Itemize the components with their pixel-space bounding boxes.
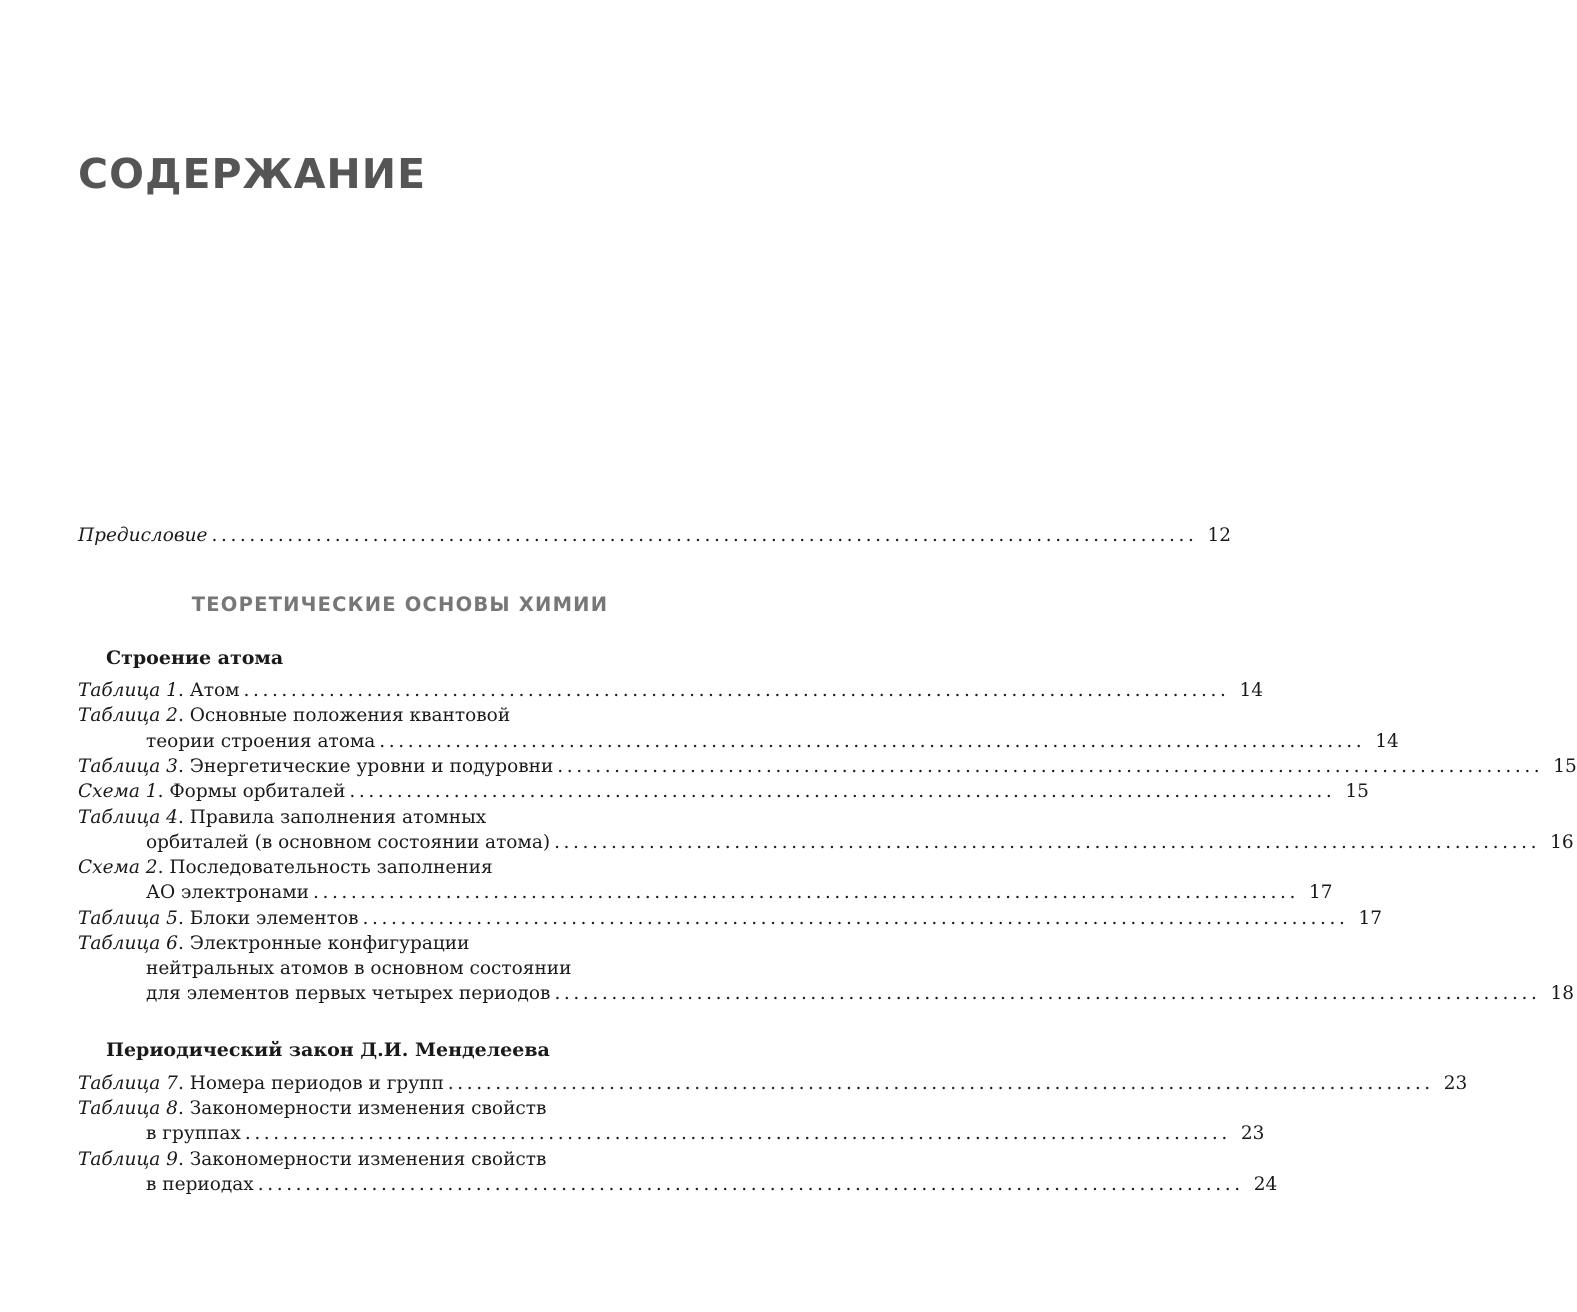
page-number: 24 xyxy=(1253,1174,1278,1195)
dot-leader: ........................................................................................................ xyxy=(554,983,1541,1004)
entry-label: Таблица 9 xyxy=(78,1149,178,1170)
entry-title: Атом xyxy=(189,680,240,701)
toc-entry-table-5[interactable]: Таблица 5. Блоки элементов ........................................................................................................ 17 xyxy=(78,908,1383,929)
toc-entry-table-9[interactable]: Таблица 9. Закономерности изменения свойств xyxy=(78,1149,547,1170)
page-number: 18 xyxy=(1550,983,1574,1004)
page-number: 23 xyxy=(1240,1123,1265,1144)
toc-entry-table-6[interactable]: Таблица 6. Электронные конфигурации xyxy=(78,933,470,954)
entry-title: Номера периодов и групп xyxy=(189,1073,444,1094)
page-number: 16 xyxy=(1550,832,1574,853)
entry-title-continuation: орбиталей (в основном состоянии атома) xyxy=(146,832,551,853)
dot-leader: ........................................................................................................ xyxy=(557,756,1544,777)
entry-title: Основные положения квантовой xyxy=(189,705,511,726)
entry-title: Закономерности изменения свойств xyxy=(189,1149,547,1170)
entry-label: Предисловие xyxy=(78,525,208,546)
entry-title: Правила заполнения атомных xyxy=(189,807,487,828)
entry-label: Таблица 3 xyxy=(78,756,178,777)
entry-title: Электронные конфигурации xyxy=(189,933,470,954)
dot-leader: ........................................................................................................ xyxy=(349,781,1336,802)
entry-title-continuation: теории строения атома xyxy=(146,731,376,752)
entry-title-continuation: нейтральных атомов в основном состоянии xyxy=(146,958,572,979)
page-number: 15 xyxy=(1345,781,1369,802)
entry-label: Схема 1 xyxy=(78,781,158,802)
entry-title-continuation: в группах xyxy=(146,1123,241,1144)
entry-label: Таблица 4 xyxy=(78,807,178,828)
entry-title-continuation: для элементов первых четырех периодов xyxy=(146,983,551,1004)
toc-entry-table-9-cont[interactable] xyxy=(146,1173,1278,1197)
toc-entry-table-2-cont[interactable] xyxy=(146,730,1399,754)
dot-leader: ........................................................................................................ xyxy=(243,680,1230,701)
page-title: СОДЕРЖАНИЕ xyxy=(78,150,427,198)
page-number: 14 xyxy=(1375,731,1399,752)
dot-leader: ........................................................................................................ xyxy=(312,882,1299,903)
toc-entry-table-7[interactable]: Таблица 7. Номера периодов и групп ........................................................................................................ 23 xyxy=(78,1073,1468,1094)
dot-leader: ........................................................................................................ xyxy=(362,908,1349,929)
entry-title: Формы орбиталей xyxy=(169,781,346,802)
subsection-title-periodic-law: Периодический закон Д.И. Менделеева xyxy=(106,1039,550,1061)
page-number: 12 xyxy=(1207,525,1232,546)
entry-title: Закономерности изменения свойств xyxy=(189,1098,547,1119)
dot-leader: ........................................................................................................ xyxy=(244,1123,1231,1144)
toc-entry-table-6-cont2[interactable] xyxy=(146,982,1574,1006)
entry-label: Схема 2 xyxy=(78,857,158,878)
toc-entry-scheme-2[interactable]: Схема 2. Последовательность заполнения xyxy=(78,857,493,878)
toc-entry-table-2[interactable]: Таблица 2. Основные положения квантовой xyxy=(78,705,511,726)
section-title: ТЕОРЕТИЧЕСКИЕ ОСНОВЫ ХИМИИ xyxy=(191,593,609,616)
entry-title: Энергетические уровни и подуровни xyxy=(189,756,554,777)
dot-leader: ........................................................................................................ xyxy=(257,1174,1244,1195)
entry-title-continuation: АО электронами xyxy=(146,882,309,903)
entry-label: Таблица 7 xyxy=(78,1073,178,1094)
toc-entry-table-1[interactable]: Таблица 1. Атом ........................................................................................................ 14 xyxy=(78,680,1264,701)
entry-label: Таблица 8 xyxy=(78,1098,178,1119)
entry-label: Таблица 5 xyxy=(78,908,178,929)
entry-title: Блоки элементов xyxy=(189,908,359,929)
toc-entry-table-3[interactable]: Таблица 3. Энергетические уровни и подуровни ........................................................................................................ 15 xyxy=(78,756,1577,777)
entry-title-continuation: в периодах xyxy=(146,1174,254,1195)
toc-entry-table-6-cont[interactable] xyxy=(146,957,718,981)
toc-entry-table-4-cont[interactable] xyxy=(146,831,1574,855)
page-number: 23 xyxy=(1443,1073,1468,1094)
page-number: 14 xyxy=(1239,680,1264,701)
entry-label: Таблица 1 xyxy=(78,680,178,701)
page-number: 15 xyxy=(1553,756,1577,777)
entry-label: Таблица 2 xyxy=(78,705,178,726)
toc-entry-table-4[interactable]: Таблица 4. Правила заполнения атомных xyxy=(78,807,487,828)
toc-entry-scheme-2-cont[interactable] xyxy=(146,881,1333,905)
toc-entry-table-8[interactable]: Таблица 8. Закономерности изменения свойств xyxy=(78,1098,547,1119)
toc-entry-table-8-cont[interactable] xyxy=(146,1122,1265,1146)
dot-leader: ........................................................................................................ xyxy=(379,731,1366,752)
page-number: 17 xyxy=(1358,908,1383,929)
subsection-title-atom-structure: Строение атома xyxy=(106,647,284,669)
dot-leader: ........................................................................................................ xyxy=(554,832,1541,853)
toc-entry-scheme-1[interactable]: Схема 1. Формы орбиталей ........................................................................................................ 15 xyxy=(78,781,1369,802)
dot-leader: ........................................................................................................ xyxy=(211,525,1198,546)
toc-entry-foreword[interactable] xyxy=(78,524,1232,548)
page-number: 17 xyxy=(1308,882,1333,903)
entry-title: Последовательность заполнения xyxy=(169,857,493,878)
dot-leader: ........................................................................................................ xyxy=(447,1073,1434,1094)
entry-label: Таблица 6 xyxy=(78,933,178,954)
